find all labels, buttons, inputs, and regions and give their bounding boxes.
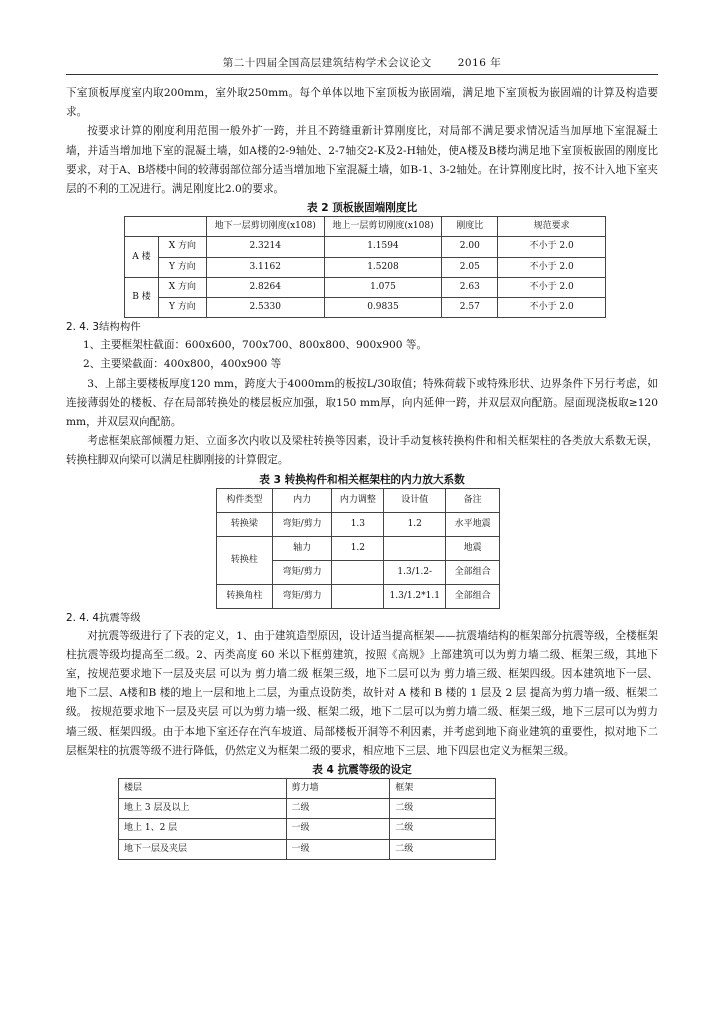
ratio-cell: 2.63 bbox=[442, 277, 498, 297]
frame-grade-cell: 二级 bbox=[390, 819, 496, 839]
table-row bbox=[119, 839, 496, 859]
table-2 bbox=[124, 216, 606, 318]
list-item: 1、主要框架柱截面：600x600，700x700、800x800、900x900 等。 bbox=[82, 339, 428, 352]
force-cell: 轴力 bbox=[272, 536, 332, 560]
table-2-header: 地上一层剪切刚度(x108) bbox=[324, 217, 442, 237]
wall-grade-cell: 一级 bbox=[286, 819, 390, 839]
table-2-header: 规范要求 bbox=[498, 217, 606, 237]
requirement-cell: 不小于 2.0 bbox=[498, 277, 606, 297]
frame-grade-cell: 二级 bbox=[390, 839, 496, 859]
direction-cell: X 方向 bbox=[158, 277, 206, 297]
adjust-cell bbox=[332, 584, 384, 608]
floor-cell: 地上 3 层及以上 bbox=[119, 799, 287, 819]
header-year: 2016 年 bbox=[457, 57, 502, 69]
value-cell: 1.075 bbox=[324, 277, 442, 297]
paragraph-3: 考虑框架底部倾覆力矩、立面多次内收以及梁柱转换等因素，设计手动复核转换构件和相关框架柱的各类放大系数无误，转换柱脚双向梁可以满足柱脚刚接的计算假定。 bbox=[66, 435, 658, 467]
adjust-cell: 1.2 bbox=[332, 536, 384, 560]
list-item: 2、主要梁截面：400x800，400x900 等 bbox=[82, 358, 282, 371]
table-4-header: 框架 bbox=[390, 779, 496, 799]
force-cell: 弯矩/剪力 bbox=[272, 512, 332, 536]
requirement-cell: 不小于 2.0 bbox=[498, 237, 606, 257]
force-cell: 弯矩/剪力 bbox=[272, 584, 332, 608]
value-cell: 2.8264 bbox=[206, 277, 324, 297]
table-4-header-row bbox=[119, 779, 496, 799]
table-3-header: 设计值 bbox=[384, 488, 446, 512]
building-cell: B 楼 bbox=[125, 277, 159, 317]
value-cell: 3.1162 bbox=[206, 257, 324, 277]
running-header bbox=[66, 52, 658, 75]
force-cell: 弯矩/剪力 bbox=[272, 560, 332, 584]
list-item: 3、上部主要楼板厚度120 mm，跨度大于4000mm的板按L/30取值；特殊荷载下或特殊形状、边界条件下另行考虑，如连接薄弱处的楼板、存在局部转换处的楼层板应加强，取150 mm厚，向内延伸一跨，并双层双向配筋。屋面现浇板取≥120 mm，并双层双向配筋。 bbox=[66, 377, 658, 429]
ratio-cell: 2.05 bbox=[442, 257, 498, 277]
paragraph-2: 按要求计算的刚度利用范围一般外扩一跨，并且不跨缝重新计算刚度比，对局部不满足要求情况适当加厚地下室混凝土墙，并适当增加地下室的混凝土墙，如A楼的2-9轴处、2-7轴交2-K及2-H轴处，使A楼及B楼均满足地下室顶板嵌固的刚度比要求，对于A、B塔楼中间的较薄弱部位部分适当增加地下室混凝土墙，如B-1、3-2轴处。在计算刚度比时，按不计入地下室夹层的不利的工况进行。满足刚度比2.0的要求。 bbox=[66, 125, 658, 196]
value-cell: 2.3214 bbox=[206, 237, 324, 257]
note-cell: 水平地震 bbox=[446, 512, 500, 536]
table-row bbox=[125, 298, 606, 318]
note-cell: 全部组合 bbox=[446, 560, 500, 584]
table-row bbox=[217, 512, 500, 536]
floor-cell: 地下一层及夹层 bbox=[119, 839, 287, 859]
design-cell: 1.3/1.2- bbox=[384, 560, 446, 584]
ratio-cell: 2.57 bbox=[442, 298, 498, 318]
table-row bbox=[125, 257, 606, 277]
member-type-cell: 转换柱 bbox=[217, 536, 273, 584]
table-3-header: 内力调整 bbox=[332, 488, 384, 512]
table-3-header: 构件类型 bbox=[217, 488, 273, 512]
value-cell: 1.1594 bbox=[324, 237, 442, 257]
note-cell: 全部组合 bbox=[446, 584, 500, 608]
floor-cell: 地上 1、2 层 bbox=[119, 819, 287, 839]
value-cell: 1.5208 bbox=[324, 257, 442, 277]
design-cell bbox=[384, 536, 446, 560]
ratio-cell: 2.00 bbox=[442, 237, 498, 257]
requirement-cell: 不小于 2.0 bbox=[498, 257, 606, 277]
conference-title: 第二十四届全国高层建筑结构学术会议论文 bbox=[222, 57, 432, 69]
wall-grade-cell: 二级 bbox=[286, 799, 390, 819]
table-row bbox=[217, 584, 500, 608]
table-3-header: 内力 bbox=[272, 488, 332, 512]
direction-cell: X 方向 bbox=[158, 237, 206, 257]
requirement-cell: 不小于 2.0 bbox=[498, 298, 606, 318]
member-type-cell: 转换角柱 bbox=[217, 584, 273, 608]
frame-grade-cell: 二级 bbox=[390, 799, 496, 819]
table-3 bbox=[216, 488, 500, 609]
value-cell: 2.5330 bbox=[206, 298, 324, 318]
table-3-header-row bbox=[217, 488, 500, 512]
table-row bbox=[217, 536, 500, 560]
member-type-cell: 转换梁 bbox=[217, 512, 273, 536]
table-4-header: 楼层 bbox=[119, 779, 287, 799]
body-content bbox=[66, 84, 658, 860]
value-cell: 0.9835 bbox=[324, 298, 442, 318]
table-row bbox=[125, 277, 606, 297]
paragraph-1: 下室顶板厚度室内取200mm，室外取250mm。每个单体以地下室顶板为嵌固端，满足地下室顶板为嵌固端的计算及构造要求。 bbox=[66, 87, 658, 119]
table-2-header-row bbox=[125, 217, 606, 237]
building-cell: A 楼 bbox=[125, 237, 159, 277]
adjust-cell: 1.3 bbox=[332, 512, 384, 536]
table-2-header: 地下一层剪切刚度(x108) bbox=[206, 217, 324, 237]
paragraph-4: 对抗震等级进行了下表的定义，1、由于建筑造型原因，设计适当提高框架——抗震墙结构的框架部分抗震等级，全楼框架柱抗震等级均提高至二级。2、丙类高度 60 米以下框剪建筑，按照《高规》上部建筑可以为剪力墙二级、框架三级，其地下室，按规范要求地下一层及夹层 可以为 剪力墙二级 框架三级，地下二层可以为 剪力墙三级、框架四级。因本建筑地下一层、地下二层、A楼和B 楼的地上一层和地上二层，为重点设防类，故针对 A 楼和 B 楼的 1 层及 2 层 提高为剪力墙一级、框架二级。 按规范要求地下一层及夹层 可以为剪力墙一级、框架二级，地下二层可以为剪力墙二级、框架三级，地下三层可以为剪力墙三级、框架四级。由于本地下室还存在汽车坡道、局部楼板开洞等不利因素，并考虑到地下商业建筑的重要性，拟对地下二层框架柱的抗震等级不进行降低，仍然定义为框架二级的要求，相应地下三层、地下四层也定义为框架三级。 bbox=[66, 629, 658, 757]
design-cell: 1.3/1.2*1.1 bbox=[384, 584, 446, 608]
direction-cell: Y 方向 bbox=[158, 257, 206, 277]
table-row bbox=[119, 819, 496, 839]
table-2-header: 刚度比 bbox=[442, 217, 498, 237]
table-2-caption: 表 2 顶板嵌固端刚度比 bbox=[306, 202, 418, 215]
table-3-header: 备注 bbox=[446, 488, 500, 512]
table-4-header: 剪力墙 bbox=[286, 779, 390, 799]
direction-cell: Y 方向 bbox=[158, 298, 206, 318]
adjust-cell bbox=[332, 560, 384, 584]
table-row bbox=[119, 799, 496, 819]
table-4-caption: 表 4 抗震等级的设定 bbox=[312, 764, 412, 777]
wall-grade-cell: 一级 bbox=[286, 839, 390, 859]
section-heading-2-4-3: 2. 4. 3结构构件 bbox=[66, 321, 141, 334]
table-4 bbox=[118, 778, 496, 860]
note-cell: 地震 bbox=[446, 536, 500, 560]
table-row bbox=[125, 237, 606, 257]
design-cell: 1.2 bbox=[384, 512, 446, 536]
table-3-caption: 表 3 转换构件和相关框架柱的内力放大系数 bbox=[259, 473, 465, 486]
table-2-corner bbox=[125, 217, 207, 237]
section-heading-2-4-4: 2. 4. 4抗震等级 bbox=[66, 611, 141, 624]
